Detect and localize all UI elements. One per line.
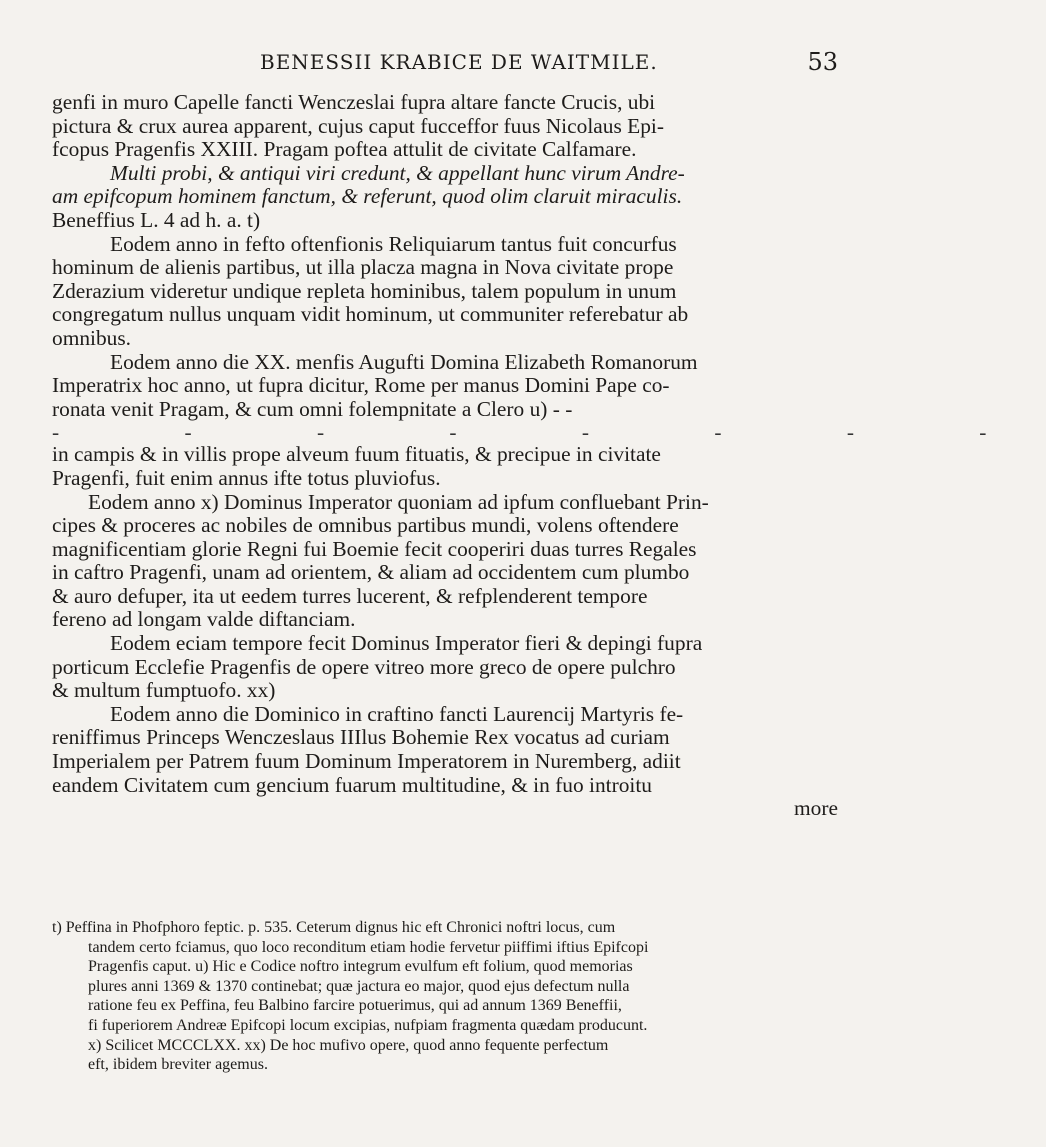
text-line: in caftro Pragenfi, unam ad orientem, & aliam ad occidentem cum plumbo <box>52 560 690 585</box>
paragraph-4 <box>52 351 838 422</box>
paragraph-5 <box>52 443 838 490</box>
footnote-line: ratione feu ex Peffina, feu Balbino farcire potuerimus, qui ad annum 1369 Beneffii, <box>88 997 622 1015</box>
footnotes <box>52 918 838 1075</box>
footnote-line: eft, ibidem breviter agemus. <box>88 1056 268 1074</box>
text-line: & auro defuper, ita ut eedem turres lucerent, & refplenderent tempore <box>52 583 648 608</box>
footnote-line: plures anni 1369 & 1370 continebat; quæ jactura eo major, quod ejus defectum nulla <box>88 977 630 995</box>
paragraph-2 <box>52 162 838 233</box>
text-line: Eodem anno x) Dominus Imperator quoniam ad ipfum confluebant Prin- <box>88 489 709 514</box>
text-line: Zderazium videretur undique repleta hominibus, talem populum in unum <box>52 278 677 303</box>
footnote-line: t) Peffina in Phofphoro feptic. p. 535. Ceterum dignus hic eft Chronici noftri locus, cum <box>52 919 616 936</box>
text-line: magnificentiam glorie Regni fui Boemie fecit cooperiri duas turres Regales <box>52 536 697 561</box>
footnote-line: x) Scilicet MCCCLXX. xx) De hoc mufivo opere, quod anno fequente perfectum <box>88 1036 609 1054</box>
source-citation: Beneffius L. 4 ad h. a. t) <box>52 207 261 232</box>
footnote-line: fi fuperiorem Andreæ Epifcopi locum excipias, nufpiam fragmenta quædam producunt. <box>88 1016 648 1034</box>
page-header <box>52 46 838 78</box>
text-line: fereno ad longam valde diftanciam. <box>52 607 356 632</box>
paragraph-7 <box>52 632 838 703</box>
text-line: Imperialem per Patrem fuum Dominum Imperatorem in Nuremberg, adiit <box>52 749 681 774</box>
text-line: fcopus Pragenfis XXIII. Pragam poftea attulit de civitate Calfamare. <box>52 137 637 162</box>
paragraph-1 <box>52 91 838 162</box>
text-line: Eodem anno in fefto oftenfionis Reliquiarum tantus fuit concurfus <box>110 231 677 256</box>
text-line: omnibus. <box>52 325 132 350</box>
text-line: in campis & in villis prope alveum fuum fituatis, & precipue in civitate <box>52 442 661 467</box>
text-line: genfi in muro Capelle fancti Wenczeslai fupra altare fancte Crucis, ubi <box>52 90 656 114</box>
text-line: Eodem eciam tempore fecit Dominus Imperator fieri & depingi fupra <box>110 631 703 656</box>
paragraph-8 <box>52 703 838 797</box>
text-line: reniffimus Princeps Wenczeslaus IIIlus Bohemie Rex vocatus ad curiam <box>52 725 670 750</box>
running-head: BENESSII KRABICE DE WAITMILE. <box>260 50 658 74</box>
text-line: Eodem anno die XX. menfis Augufti Domina Elizabeth Romanorum <box>110 349 698 374</box>
text-line: porticum Ecclefie Pragenfis de opere vitreo more greco de opere pulchro <box>52 654 676 679</box>
paragraph-6 <box>52 491 838 633</box>
text-line: congregatum nullus unquam vidit hominum, ut communiter referebatur ab <box>52 302 689 327</box>
lacuna-dashes: - - - - - - - - <box>52 420 1046 445</box>
text-line: hominum de alienis partibus, ut illa placza magna in Nova civitate prope <box>52 255 674 280</box>
main-text <box>52 90 1046 821</box>
catchword: more <box>794 796 838 821</box>
text-line: Eodem anno die Dominico in craftino fancti Laurencij Martyris fe- <box>110 701 684 726</box>
text-line: cipes & proceres ac nobiles de omnibus partibus mundi, volens oftendere <box>52 513 679 538</box>
page-number: 53 <box>807 48 838 76</box>
text-line: Multi probi, & antiqui viri credunt, & appellant hunc virum Andre- <box>110 160 685 185</box>
text-line: pictura & crux aurea apparent, cujus caput fucceffor fuus Nicolaus Epi- <box>52 113 664 138</box>
text-line: ronata venit Pragam, & cum omni folempnitate a Clero u) - - <box>52 396 573 421</box>
text-line: & multum fumptuofo. xx) <box>52 678 276 703</box>
paragraph-3 <box>52 233 838 351</box>
footnote-line: tandem certo fciamus, quo loco reconditum etiam hodie fervetur piiffimi iftius Epifcopi <box>88 938 649 956</box>
text-line: am epifcopum hominem fanctum, & referunt, quod olim claruit miraculis. <box>52 184 683 209</box>
text-line: Pragenfi, fuit enim annus ifte totus pluviofus. <box>52 465 441 490</box>
text-line: Imperatrix hoc anno, ut fupra dicitur, Rome per manus Domini Pape co- <box>52 373 670 398</box>
footnote-line: Pragenfis caput. u) Hic e Codice noftro integrum evulfum eft folium, quod memorias <box>88 958 633 976</box>
text-line: eandem Civitatem cum gencium fuarum multitudine, & in fuo introitu <box>52 772 653 797</box>
